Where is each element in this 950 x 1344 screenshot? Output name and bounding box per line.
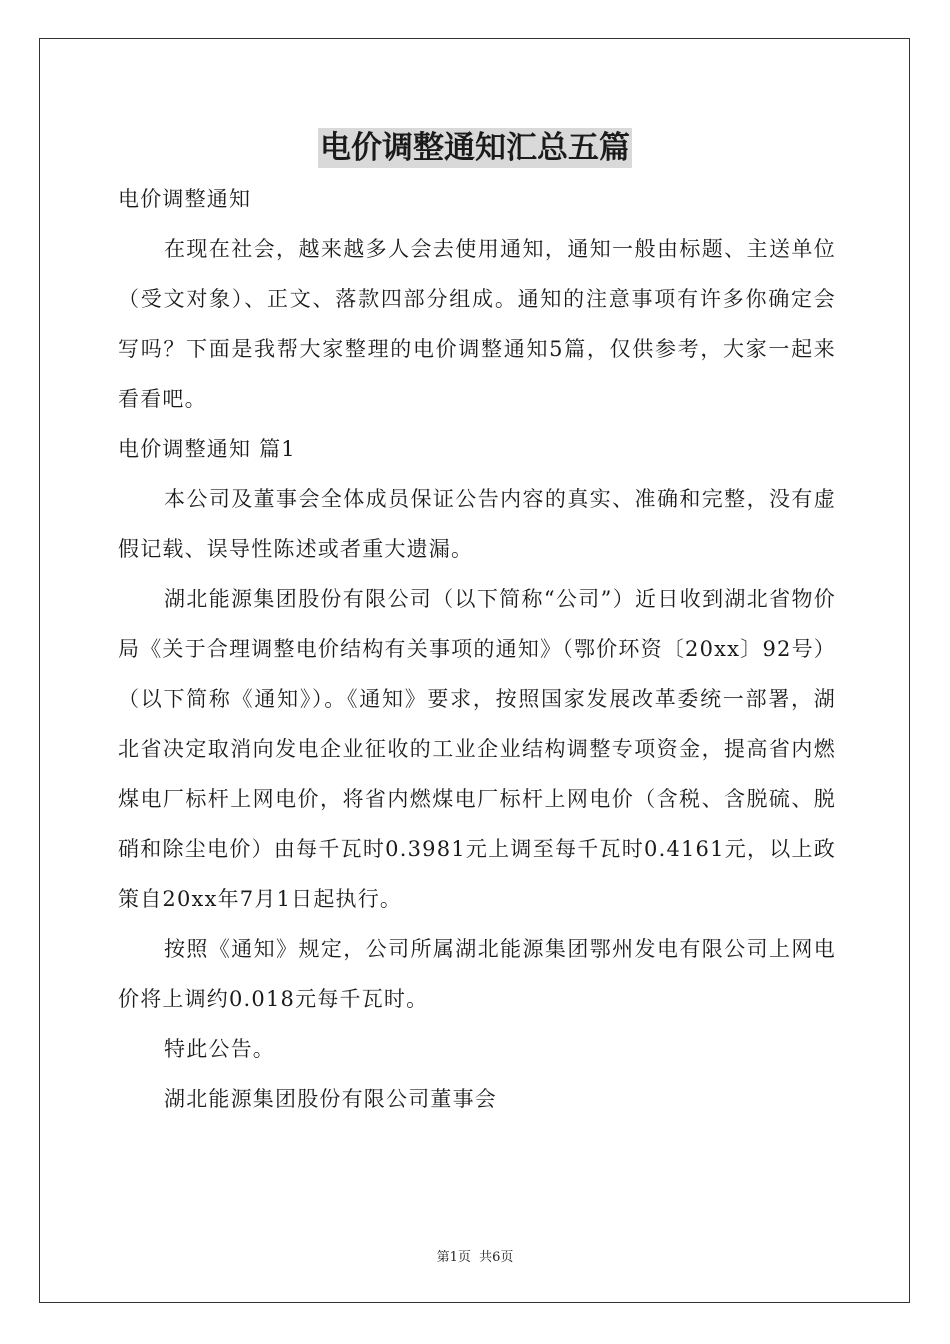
document-title: 电价调整通知汇总五篇 (320, 130, 630, 166)
paragraph-6: 特此公告。 (164, 1037, 275, 1061)
title-wrapper (0, 128, 950, 168)
paragraph-7: 湖北能源集团股份有限公司董事会 (164, 1087, 497, 1111)
total-pages: 共6页 (479, 1250, 514, 1265)
paragraph-1: 在现在社会，越来越多人会去使用通知，通知一般由标题、主送单位（受文对象）、正文、落款四部分组成。通知的注意事项有许多你确定会写吗？下面是我帮大家整理的电价调整通知5篇，仅供参考，大家一起来看看吧。 (118, 237, 836, 411)
paragraph-4: 湖北能源集团股份有限公司（以下简称“公司”）近日收到湖北省物价局《关于合理调整电价结构有关事项的通知》（鄂价环资〔20xx〕92号）（以下简称《通知》）。《通知》要求，按照国家发展改革委统一部署，湖北省决定取消向发电企业征收的工业企业结构调整专项资金，提高省内燃煤电厂标杆上网电价，将省内燃煤电厂标杆上网电价（含税、含脱硫、脱硝和除尘电价）由每千瓦时0.3981元上调至每千瓦时0.4161元，以上政策自20xx年7月1日起执行。 (118, 587, 836, 911)
paragraph-2: 电价调整通知 篇1 (118, 437, 296, 461)
page-footer (0, 1246, 950, 1265)
document-body (118, 174, 836, 1124)
paragraph-5: 按照《通知》规定，公司所属湖北能源集团鄂州发电有限公司上网电价将上调约0.018元每千瓦时。 (118, 937, 836, 1011)
paragraph-3: 本公司及董事会全体成员保证公告内容的真实、准确和完整，没有虚假记载、误导性陈述或者重大遗漏。 (118, 487, 836, 561)
page-number: 第1页 (436, 1250, 471, 1265)
paragraph-0: 电价调整通知 (118, 187, 252, 211)
